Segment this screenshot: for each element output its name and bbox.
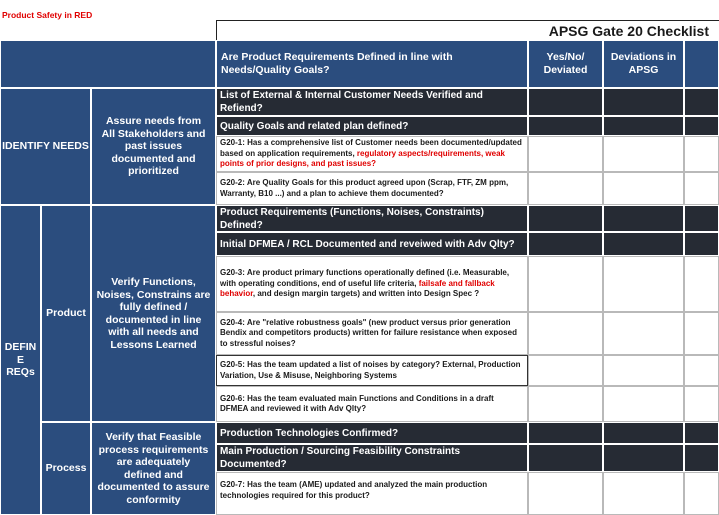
subsection-product: Product	[41, 205, 91, 422]
extra-cell	[684, 472, 719, 515]
deviations-cell[interactable]	[603, 116, 684, 136]
question-g20-5: G20-5: Has the team updated a list of noises by category? External, Production Variation, Use & Misuse, Neighboring Systems	[216, 355, 528, 386]
deviations-cell[interactable]	[603, 172, 684, 205]
yes-no-cell[interactable]	[528, 386, 603, 422]
product-safety-note: Product Safety in RED	[2, 10, 93, 20]
section-identify-needs: IDENTIFY NEEDS	[0, 88, 91, 205]
question-quality-goals: Quality Goals and related plan defined?	[216, 116, 528, 136]
header-deviations-in-apsg: Deviations in APSG	[603, 40, 684, 88]
extra-cell	[684, 116, 719, 136]
header-extra-column	[684, 40, 719, 88]
deviations-cell[interactable]	[603, 205, 684, 232]
extra-cell	[684, 444, 719, 472]
extra-cell	[684, 172, 719, 205]
extra-cell	[684, 256, 719, 312]
question-production-technologies: Production Technologies Confirmed?	[216, 422, 528, 444]
question-g20-6: G20-6: Has the team evaluated main Functions and Conditions in a draft DFMEA and reviewed it with Adv Qlty?	[216, 386, 528, 422]
yes-no-cell[interactable]	[528, 444, 603, 472]
deviations-cell[interactable]	[603, 472, 684, 515]
deviations-cell[interactable]	[603, 355, 684, 386]
extra-cell	[684, 205, 719, 232]
question-g20-3	[216, 256, 528, 312]
question-customer-needs: List of External & Internal Customer Needs Verified and Refiend?	[216, 88, 528, 116]
extra-cell	[684, 136, 719, 172]
yes-no-cell[interactable]	[528, 232, 603, 256]
objective-product: Verify Functions, Noises, Constrains are fully defined / documented in line with all needs and Lessons Learned	[91, 205, 216, 422]
yes-no-cell[interactable]	[528, 116, 603, 136]
yes-no-cell[interactable]	[528, 88, 603, 116]
yes-no-cell[interactable]	[528, 136, 603, 172]
deviations-cell[interactable]	[603, 312, 684, 355]
yes-no-cell[interactable]	[528, 205, 603, 232]
question-product-requirements: Product Requirements (Functions, Noises, Constraints) Defined?	[216, 205, 528, 232]
header-question: Are Product Requirements Defined in line with Needs/Quality Goals?	[216, 40, 528, 88]
header-yes-no-deviated: Yes/No/ Deviated	[528, 40, 603, 88]
deviations-cell[interactable]	[603, 232, 684, 256]
extra-cell	[684, 232, 719, 256]
yes-no-cell[interactable]	[528, 422, 603, 444]
deviations-cell[interactable]	[603, 386, 684, 422]
header-left-blank	[0, 40, 216, 88]
yes-no-cell[interactable]	[528, 172, 603, 205]
deviations-cell[interactable]	[603, 422, 684, 444]
extra-cell	[684, 312, 719, 355]
g20-1-text: G20-1: Has a comprehensive list of Customer needs been documented/updated based on application requirements,	[220, 138, 522, 158]
deviations-cell[interactable]	[603, 88, 684, 116]
deviations-cell[interactable]	[603, 444, 684, 472]
question-g20-2: G20-2: Are Quality Goals for this product agreed upon (Scrap, FTF, ZM ppm, Warranty, B10 ...) and a plan to achieve them documented?	[216, 172, 528, 205]
g20-3-text: G20-3: Are product primary functions operationally defined (i.e. Measurable, with operating conditions, end of useful life criteria,	[220, 268, 510, 288]
yes-no-cell[interactable]	[528, 312, 603, 355]
question-sourcing-feasibility: Main Production / Sourcing Feasibility Constraints Documented?	[216, 444, 528, 472]
extra-cell	[684, 88, 719, 116]
extra-cell	[684, 422, 719, 444]
question-initial-dfmea: Initial DFMEA / RCL Documented and reveiwed with Adv Qlty?	[216, 232, 528, 256]
question-g20-1	[216, 136, 528, 172]
g20-3-safety-text: failsafe and fallback behavior	[220, 278, 495, 299]
section-define-reqs: DEFIN E REQs	[0, 205, 41, 515]
deviations-cell[interactable]	[603, 256, 684, 312]
yes-no-cell[interactable]	[528, 472, 603, 515]
g20-1-safety-text: regulatory aspects/requirements, weak points of prior designs, and past issues?	[220, 148, 505, 168]
question-g20-4: G20-4: Are "relative robustness goals" (new product versus prior generation Bendix and competitors products) written for failure resistance when exposed to stressful noises?	[216, 312, 528, 355]
question-g20-7: G20-7: Has the team (AME) updated and analyzed the main production technologies required for this product?	[216, 472, 528, 515]
yes-no-cell[interactable]	[528, 256, 603, 312]
deviations-cell[interactable]	[603, 136, 684, 172]
subsection-process: Process	[41, 422, 91, 515]
g20-3-text-end: , and design margin targets) and written into Design Spec ?	[252, 289, 480, 299]
objective-process: Verify that Feasible process requirements are adequately defined and documented to assure conformity	[91, 422, 216, 515]
objective-identify-needs: Assure needs from All Stakeholders and past issues documented and prioritized	[91, 88, 216, 205]
checklist-title: APSG Gate 20 Checklist	[216, 20, 719, 40]
extra-cell	[684, 355, 719, 386]
extra-cell	[684, 386, 719, 422]
yes-no-cell[interactable]	[528, 355, 603, 386]
